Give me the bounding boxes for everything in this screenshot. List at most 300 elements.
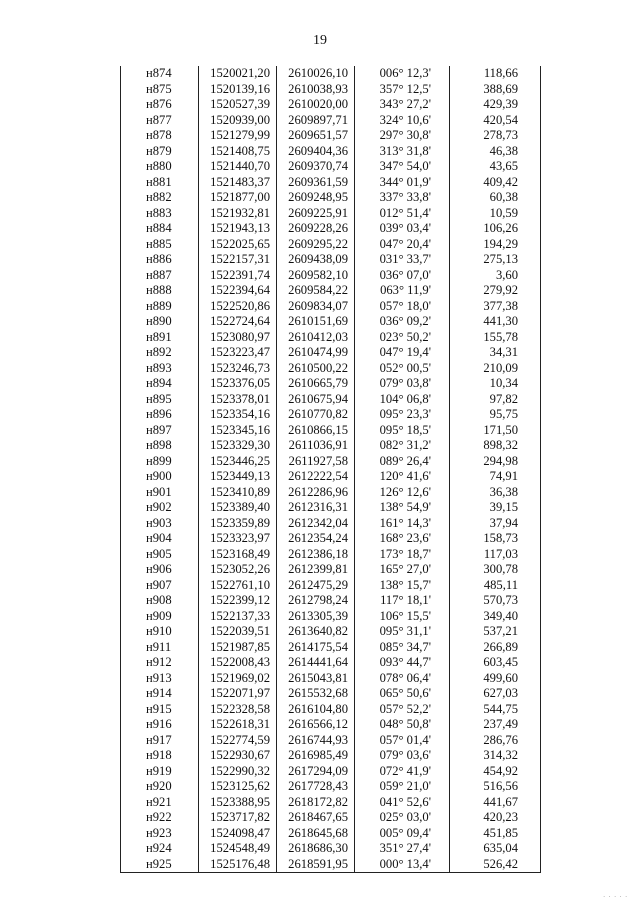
cell-point-name: н885	[121, 237, 199, 253]
cell-y-coordinate: 2616566,12	[277, 717, 355, 733]
cell-distance: 36,38	[450, 485, 541, 501]
cell-direction-angle: 297° 30,8'	[355, 128, 450, 144]
cell-direction-angle: 006° 12,3'	[355, 66, 450, 82]
cell-direction-angle: 095° 18,5'	[355, 423, 450, 439]
cell-point-name: н880	[121, 159, 199, 175]
cell-point-name: н915	[121, 702, 199, 718]
table-row	[121, 469, 541, 485]
cell-y-coordinate: 2609438,09	[277, 252, 355, 268]
cell-direction-angle: 351° 27,4'	[355, 841, 450, 857]
cell-direction-angle: 117° 18,1'	[355, 593, 450, 609]
cell-x-coordinate: 1521969,02	[199, 671, 277, 687]
table-row	[121, 423, 541, 439]
cell-point-name: н899	[121, 454, 199, 470]
table-row	[121, 361, 541, 377]
cell-distance: 570,73	[450, 593, 541, 609]
cell-x-coordinate: 1523359,89	[199, 516, 277, 532]
table-row	[121, 531, 541, 547]
cell-direction-angle: 093° 44,7'	[355, 655, 450, 671]
cell-x-coordinate: 1522071,97	[199, 686, 277, 702]
table-row	[121, 748, 541, 764]
cell-direction-angle: 079° 03,8'	[355, 376, 450, 392]
cell-x-coordinate: 1523376,05	[199, 376, 277, 392]
cell-x-coordinate: 1522025,65	[199, 237, 277, 253]
table-row	[121, 128, 541, 144]
cell-point-name: н923	[121, 826, 199, 842]
cell-direction-angle: 031° 33,7'	[355, 252, 450, 268]
cell-point-name: н891	[121, 330, 199, 346]
cell-y-coordinate: 2609582,10	[277, 268, 355, 284]
cell-x-coordinate: 1521943,13	[199, 221, 277, 237]
table-row	[121, 190, 541, 206]
table-row	[121, 717, 541, 733]
cell-y-coordinate: 2610151,69	[277, 314, 355, 330]
table-row	[121, 826, 541, 842]
cell-distance: 409,42	[450, 175, 541, 191]
table-row	[121, 485, 541, 501]
cell-y-coordinate: 2615532,68	[277, 686, 355, 702]
table-row	[121, 454, 541, 470]
cell-y-coordinate: 2617728,43	[277, 779, 355, 795]
cell-point-name: н889	[121, 299, 199, 315]
cell-y-coordinate: 2616104,80	[277, 702, 355, 718]
table-row	[121, 221, 541, 237]
table-row	[121, 66, 541, 82]
cell-y-coordinate: 2612316,31	[277, 500, 355, 516]
cell-x-coordinate: 1523388,95	[199, 795, 277, 811]
cell-distance: 95,75	[450, 407, 541, 423]
cell-y-coordinate: 2609361,59	[277, 175, 355, 191]
cell-y-coordinate: 2616744,93	[277, 733, 355, 749]
cell-direction-angle: 036° 09,2'	[355, 314, 450, 330]
cell-x-coordinate: 1522990,32	[199, 764, 277, 780]
cell-y-coordinate: 2616985,49	[277, 748, 355, 764]
table-row	[121, 547, 541, 563]
cell-distance: 39,15	[450, 500, 541, 516]
table-row	[121, 500, 541, 516]
cell-x-coordinate: 1521440,70	[199, 159, 277, 175]
cell-point-name: н896	[121, 407, 199, 423]
cell-point-name: н900	[121, 469, 199, 485]
cell-point-name: н888	[121, 283, 199, 299]
cell-direction-angle: 000° 13,4'	[355, 857, 450, 873]
table-row	[121, 252, 541, 268]
table-row	[121, 237, 541, 253]
table-row	[121, 144, 541, 160]
table-row	[121, 841, 541, 857]
cell-distance: 210,09	[450, 361, 541, 377]
cell-y-coordinate: 2612342,04	[277, 516, 355, 532]
cell-direction-angle: 085° 34,7'	[355, 640, 450, 656]
table-row	[121, 593, 541, 609]
cell-x-coordinate: 1522328,58	[199, 702, 277, 718]
cell-point-name: н881	[121, 175, 199, 191]
cell-direction-angle: 012° 51,4'	[355, 206, 450, 222]
cell-direction-angle: 138° 15,7'	[355, 578, 450, 594]
cell-y-coordinate: 2609584,22	[277, 283, 355, 299]
cell-distance: 300,78	[450, 562, 541, 578]
cell-point-name: н882	[121, 190, 199, 206]
cell-x-coordinate: 1524098,47	[199, 826, 277, 842]
cell-distance: 441,67	[450, 795, 541, 811]
cell-point-name: н913	[121, 671, 199, 687]
cell-direction-angle: 324° 10,6'	[355, 113, 450, 129]
cell-distance: 603,45	[450, 655, 541, 671]
cell-direction-angle: 063° 11,9'	[355, 283, 450, 299]
cell-distance: 117,03	[450, 547, 541, 563]
cell-x-coordinate: 1523329,30	[199, 438, 277, 454]
table-row	[121, 655, 541, 671]
cell-point-name: н874	[121, 66, 199, 82]
cell-direction-angle: 048° 50,8'	[355, 717, 450, 733]
cell-y-coordinate: 2614441,64	[277, 655, 355, 671]
cell-distance: 454,92	[450, 764, 541, 780]
table-row	[121, 562, 541, 578]
cell-distance: 10,59	[450, 206, 541, 222]
cell-point-name: н895	[121, 392, 199, 408]
cell-y-coordinate: 2614175,54	[277, 640, 355, 656]
cell-point-name: н925	[121, 857, 199, 873]
cell-point-name: н883	[121, 206, 199, 222]
cell-x-coordinate: 1523323,97	[199, 531, 277, 547]
cell-distance: 158,73	[450, 531, 541, 547]
cell-y-coordinate: 2609370,74	[277, 159, 355, 175]
cell-distance: 155,78	[450, 330, 541, 346]
cell-direction-angle: 057° 01,4'	[355, 733, 450, 749]
table-row	[121, 283, 541, 299]
cell-point-name: н877	[121, 113, 199, 129]
cell-point-name: н893	[121, 361, 199, 377]
cell-distance: 106,26	[450, 221, 541, 237]
cell-distance: 526,42	[450, 857, 541, 873]
cell-x-coordinate: 1523717,82	[199, 810, 277, 826]
cell-direction-angle: 078° 06,4'	[355, 671, 450, 687]
cell-distance: 3,60	[450, 268, 541, 284]
cell-direction-angle: 057° 18,0'	[355, 299, 450, 315]
table-row	[121, 624, 541, 640]
cell-distance: 420,54	[450, 113, 541, 129]
corner-mark: . . . . .	[603, 891, 628, 899]
cell-x-coordinate: 1522137,33	[199, 609, 277, 625]
cell-direction-angle: 344° 01,9'	[355, 175, 450, 191]
cell-direction-angle: 161° 14,3'	[355, 516, 450, 532]
cell-distance: 171,50	[450, 423, 541, 439]
cell-distance: 627,03	[450, 686, 541, 702]
cell-direction-angle: 104° 06,8'	[355, 392, 450, 408]
cell-y-coordinate: 2612386,18	[277, 547, 355, 563]
cell-distance: 485,11	[450, 578, 541, 594]
cell-point-name: н921	[121, 795, 199, 811]
table-row	[121, 702, 541, 718]
table-row	[121, 779, 541, 795]
cell-direction-angle: 120° 41,6'	[355, 469, 450, 485]
cell-distance: 349,40	[450, 609, 541, 625]
table-row	[121, 609, 541, 625]
cell-x-coordinate: 1523345,16	[199, 423, 277, 439]
cell-y-coordinate: 2610020,00	[277, 97, 355, 113]
cell-direction-angle: 025° 03,0'	[355, 810, 450, 826]
cell-point-name: н894	[121, 376, 199, 392]
cell-x-coordinate: 1523354,16	[199, 407, 277, 423]
table-row	[121, 345, 541, 361]
cell-x-coordinate: 1523446,25	[199, 454, 277, 470]
cell-x-coordinate: 1520021,20	[199, 66, 277, 82]
cell-y-coordinate: 2612286,96	[277, 485, 355, 501]
cell-point-name: н918	[121, 748, 199, 764]
table-row	[121, 159, 541, 175]
cell-direction-angle: 052° 00,5'	[355, 361, 450, 377]
cell-x-coordinate: 1521877,00	[199, 190, 277, 206]
cell-distance: 279,92	[450, 283, 541, 299]
cell-direction-angle: 082° 31,2'	[355, 438, 450, 454]
cell-x-coordinate: 1521483,37	[199, 175, 277, 191]
cell-y-coordinate: 2612222,54	[277, 469, 355, 485]
cell-distance: 34,31	[450, 345, 541, 361]
cell-x-coordinate: 1520939,00	[199, 113, 277, 129]
cell-point-name: н908	[121, 593, 199, 609]
cell-y-coordinate: 2618645,68	[277, 826, 355, 842]
cell-direction-angle: 337° 33,8'	[355, 190, 450, 206]
cell-y-coordinate: 2612399,81	[277, 562, 355, 578]
cell-distance: 194,29	[450, 237, 541, 253]
cell-point-name: н887	[121, 268, 199, 284]
cell-distance: 10,34	[450, 376, 541, 392]
cell-distance: 237,49	[450, 717, 541, 733]
cell-y-coordinate: 2609248,95	[277, 190, 355, 206]
cell-x-coordinate: 1521408,75	[199, 144, 277, 160]
cell-direction-angle: 095° 23,3'	[355, 407, 450, 423]
cell-distance: 537,21	[450, 624, 541, 640]
cell-x-coordinate: 1523378,01	[199, 392, 277, 408]
cell-x-coordinate: 1522520,86	[199, 299, 277, 315]
cell-distance: 286,76	[450, 733, 541, 749]
table-row	[121, 764, 541, 780]
cell-point-name: н901	[121, 485, 199, 501]
cell-y-coordinate: 2609225,91	[277, 206, 355, 222]
cell-y-coordinate: 2609897,71	[277, 113, 355, 129]
cell-x-coordinate: 1521987,85	[199, 640, 277, 656]
cell-distance: 441,30	[450, 314, 541, 330]
cell-direction-angle: 106° 15,5'	[355, 609, 450, 625]
cell-point-name: н898	[121, 438, 199, 454]
cell-distance: 43,65	[450, 159, 541, 175]
cell-x-coordinate: 1522008,43	[199, 655, 277, 671]
table-row	[121, 407, 541, 423]
cell-x-coordinate: 1522618,31	[199, 717, 277, 733]
cell-direction-angle: 005° 09,4'	[355, 826, 450, 842]
cell-y-coordinate: 2610026,10	[277, 66, 355, 82]
table-row	[121, 299, 541, 315]
cell-y-coordinate: 2617294,09	[277, 764, 355, 780]
cell-direction-angle: 057° 52,2'	[355, 702, 450, 718]
cell-y-coordinate: 2611036,91	[277, 438, 355, 454]
cell-x-coordinate: 1523080,97	[199, 330, 277, 346]
cell-y-coordinate: 2610038,93	[277, 82, 355, 98]
cell-x-coordinate: 1522724,64	[199, 314, 277, 330]
cell-x-coordinate: 1521932,81	[199, 206, 277, 222]
cell-direction-angle: 343° 27,2'	[355, 97, 450, 113]
cell-distance: 544,75	[450, 702, 541, 718]
cell-direction-angle: 047° 20,4'	[355, 237, 450, 253]
cell-y-coordinate: 2609228,26	[277, 221, 355, 237]
cell-y-coordinate: 2611927,58	[277, 454, 355, 470]
cell-y-coordinate: 2609834,07	[277, 299, 355, 315]
cell-direction-angle: 065° 50,6'	[355, 686, 450, 702]
cell-distance: 118,66	[450, 66, 541, 82]
cell-x-coordinate: 1523449,13	[199, 469, 277, 485]
cell-y-coordinate: 2609651,57	[277, 128, 355, 144]
cell-point-name: н903	[121, 516, 199, 532]
cell-direction-angle: 023° 50,2'	[355, 330, 450, 346]
cell-y-coordinate: 2610474,99	[277, 345, 355, 361]
table-row	[121, 392, 541, 408]
cell-x-coordinate: 1522930,67	[199, 748, 277, 764]
table-row	[121, 438, 541, 454]
cell-point-name: н914	[121, 686, 199, 702]
cell-point-name: н904	[121, 531, 199, 547]
cell-y-coordinate: 2618591,95	[277, 857, 355, 873]
cell-point-name: н886	[121, 252, 199, 268]
cell-distance: 420,23	[450, 810, 541, 826]
table-row	[121, 733, 541, 749]
cell-y-coordinate: 2610665,79	[277, 376, 355, 392]
table-row	[121, 376, 541, 392]
table-row	[121, 175, 541, 191]
cell-y-coordinate: 2610866,15	[277, 423, 355, 439]
cell-direction-angle: 126° 12,6'	[355, 485, 450, 501]
cell-point-name: н909	[121, 609, 199, 625]
cell-point-name: н906	[121, 562, 199, 578]
cell-x-coordinate: 1522761,10	[199, 578, 277, 594]
cell-direction-angle: 036° 07,0'	[355, 268, 450, 284]
cell-distance: 516,56	[450, 779, 541, 795]
cell-y-coordinate: 2612475,29	[277, 578, 355, 594]
cell-point-name: н919	[121, 764, 199, 780]
table-row	[121, 206, 541, 222]
cell-y-coordinate: 2609295,22	[277, 237, 355, 253]
cell-distance: 74,91	[450, 469, 541, 485]
cell-x-coordinate: 1523125,62	[199, 779, 277, 795]
table-row	[121, 113, 541, 129]
cell-x-coordinate: 1523168,49	[199, 547, 277, 563]
cell-point-name: н917	[121, 733, 199, 749]
cell-distance: 451,85	[450, 826, 541, 842]
cell-point-name: н892	[121, 345, 199, 361]
cell-direction-angle: 165° 27,0'	[355, 562, 450, 578]
cell-x-coordinate: 1522774,59	[199, 733, 277, 749]
coordinates-table	[120, 66, 541, 873]
cell-point-name: н916	[121, 717, 199, 733]
cell-y-coordinate: 2609404,36	[277, 144, 355, 160]
cell-x-coordinate: 1522399,12	[199, 593, 277, 609]
cell-point-name: н911	[121, 640, 199, 656]
cell-point-name: н878	[121, 128, 199, 144]
cell-distance: 278,73	[450, 128, 541, 144]
cell-y-coordinate: 2615043,81	[277, 671, 355, 687]
cell-distance: 275,13	[450, 252, 541, 268]
cell-direction-angle: 313° 31,8'	[355, 144, 450, 160]
cell-y-coordinate: 2618467,65	[277, 810, 355, 826]
cell-y-coordinate: 2610412,03	[277, 330, 355, 346]
cell-distance: 898,32	[450, 438, 541, 454]
table-row	[121, 268, 541, 284]
cell-point-name: н879	[121, 144, 199, 160]
cell-distance: 635,04	[450, 841, 541, 857]
cell-direction-angle: 173° 18,7'	[355, 547, 450, 563]
cell-y-coordinate: 2612354,24	[277, 531, 355, 547]
cell-y-coordinate: 2610675,94	[277, 392, 355, 408]
cell-point-name: н897	[121, 423, 199, 439]
cell-distance: 499,60	[450, 671, 541, 687]
cell-x-coordinate: 1520139,16	[199, 82, 277, 98]
cell-x-coordinate: 1525176,48	[199, 857, 277, 873]
cell-distance: 46,38	[450, 144, 541, 160]
table-row	[121, 795, 541, 811]
cell-direction-angle: 047° 19,4'	[355, 345, 450, 361]
coordinates-table-body	[121, 66, 541, 873]
table-row	[121, 671, 541, 687]
cell-x-coordinate: 1523246,73	[199, 361, 277, 377]
cell-y-coordinate: 2610500,22	[277, 361, 355, 377]
cell-direction-angle: 072° 41,9'	[355, 764, 450, 780]
table-row	[121, 640, 541, 656]
cell-x-coordinate: 1523410,89	[199, 485, 277, 501]
cell-point-name: н884	[121, 221, 199, 237]
cell-point-name: н910	[121, 624, 199, 640]
cell-point-name: н912	[121, 655, 199, 671]
cell-x-coordinate: 1522157,31	[199, 252, 277, 268]
cell-x-coordinate: 1522394,64	[199, 283, 277, 299]
cell-point-name: н920	[121, 779, 199, 795]
cell-point-name: н875	[121, 82, 199, 98]
table-row	[121, 810, 541, 826]
cell-point-name: н924	[121, 841, 199, 857]
cell-x-coordinate: 1523389,40	[199, 500, 277, 516]
page-number: 19	[313, 33, 327, 48]
cell-distance: 37,94	[450, 516, 541, 532]
table-row	[121, 686, 541, 702]
cell-y-coordinate: 2618686,30	[277, 841, 355, 857]
cell-distance: 388,69	[450, 82, 541, 98]
table-row	[121, 330, 541, 346]
cell-direction-angle: 095° 31,1'	[355, 624, 450, 640]
cell-point-name: н907	[121, 578, 199, 594]
cell-point-name: н876	[121, 97, 199, 113]
cell-x-coordinate: 1523223,47	[199, 345, 277, 361]
cell-direction-angle: 089° 26,4'	[355, 454, 450, 470]
table-row	[121, 314, 541, 330]
table-row	[121, 97, 541, 113]
cell-point-name: н902	[121, 500, 199, 516]
cell-point-name: н905	[121, 547, 199, 563]
cell-y-coordinate: 2613640,82	[277, 624, 355, 640]
cell-y-coordinate: 2618172,82	[277, 795, 355, 811]
cell-direction-angle: 357° 12,5'	[355, 82, 450, 98]
cell-x-coordinate: 1524548,49	[199, 841, 277, 857]
cell-distance: 429,39	[450, 97, 541, 113]
cell-x-coordinate: 1523052,26	[199, 562, 277, 578]
cell-x-coordinate: 1520527,39	[199, 97, 277, 113]
cell-distance: 377,38	[450, 299, 541, 315]
cell-y-coordinate: 2612798,24	[277, 593, 355, 609]
cell-point-name: н922	[121, 810, 199, 826]
cell-point-name: н890	[121, 314, 199, 330]
table-row	[121, 82, 541, 98]
cell-direction-angle: 039° 03,4'	[355, 221, 450, 237]
cell-distance: 97,82	[450, 392, 541, 408]
cell-direction-angle: 168° 23,6'	[355, 531, 450, 547]
cell-direction-angle: 059° 21,0'	[355, 779, 450, 795]
